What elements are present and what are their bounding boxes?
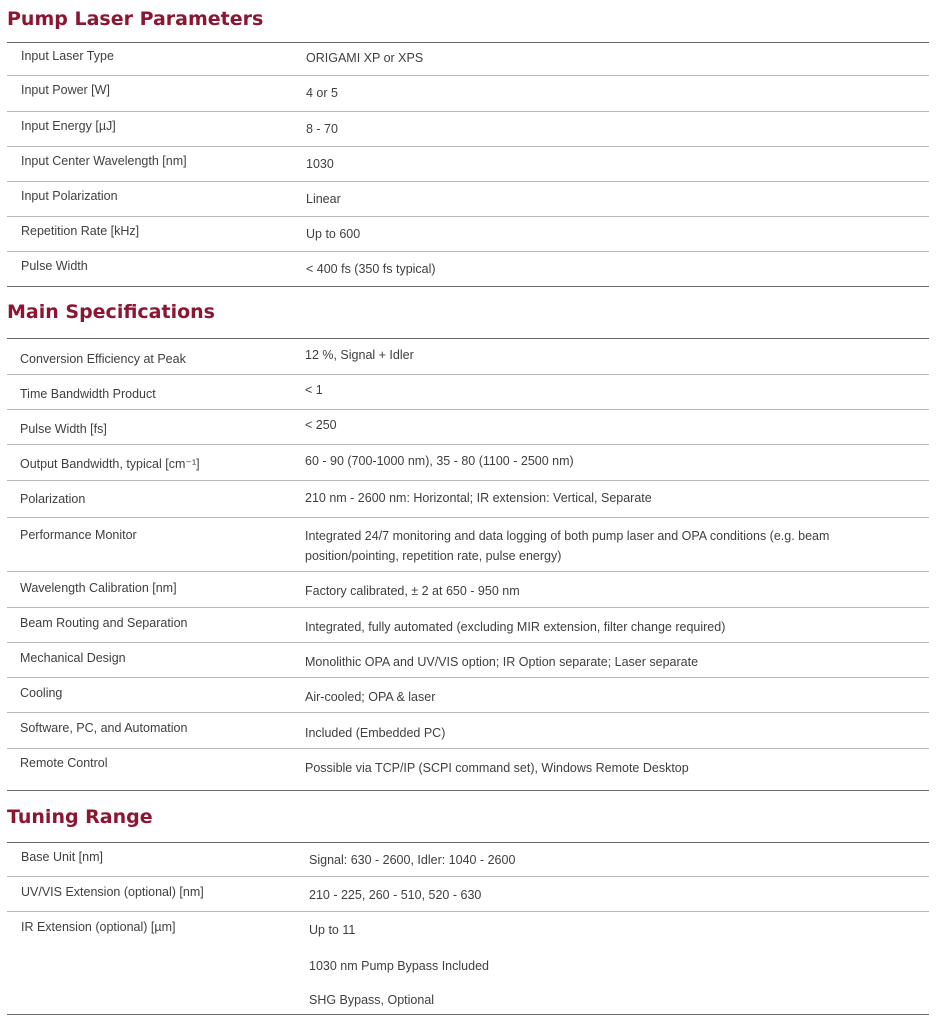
row-value: 210 nm - 2600 nm: Horizontal; IR extension: Vertical, Separate — [305, 491, 652, 505]
row-divider — [7, 571, 929, 572]
row-value: Up to 11 — [309, 923, 356, 937]
row-divider — [7, 748, 929, 749]
row-label: Output Bandwidth, typical [cm⁻¹] — [20, 457, 200, 471]
row-divider — [7, 111, 929, 112]
row-value: SHG Bypass, Optional — [309, 993, 435, 1007]
row-label: Input Center Wavelength [nm] — [21, 154, 187, 168]
row-value: 4 or 5 — [306, 86, 338, 100]
row-value: < 400 fs (350 fs typical) — [306, 262, 436, 276]
row-value: 210 - 225, 260 - 510, 520 - 630 — [309, 888, 482, 902]
main-specifications-title: Main Specifications — [7, 301, 215, 323]
row-label: Input Power [W] — [21, 83, 110, 97]
row-label: Remote Control — [20, 756, 108, 770]
tuning-range-title: Tuning Range — [7, 806, 153, 828]
table-top-rule — [7, 338, 929, 339]
row-value: 60 - 90 (700-1000 nm), 35 - 80 (1100 - 2500 nm) — [305, 454, 574, 468]
row-divider — [7, 181, 929, 182]
row-divider — [7, 876, 929, 877]
row-divider — [7, 146, 929, 147]
row-divider — [7, 444, 929, 445]
row-label: Conversion Efficiency at Peak — [20, 352, 186, 366]
row-divider — [7, 75, 929, 76]
row-label: Pulse Width — [21, 259, 88, 273]
row-divider — [7, 642, 929, 643]
row-label: Time Bandwidth Product — [20, 387, 156, 401]
row-label: UV/VIS Extension (optional) [nm] — [21, 885, 204, 899]
table-bottom-rule — [7, 286, 929, 287]
table-top-rule — [7, 42, 929, 43]
row-value: 12 %, Signal + Idler — [305, 348, 414, 362]
row-value: Up to 600 — [306, 227, 361, 241]
row-label: Pulse Width [fs] — [20, 422, 107, 436]
row-value: ORIGAMI XP or XPS — [306, 51, 424, 65]
row-divider — [7, 216, 929, 217]
row-value: Air-cooled; OPA & laser — [305, 690, 436, 704]
row-divider — [7, 677, 929, 678]
row-label: Input Polarization — [21, 189, 118, 203]
row-label: Cooling — [20, 686, 63, 700]
row-value: < 250 — [305, 418, 337, 432]
row-label: Wavelength Calibration [nm] — [20, 581, 177, 595]
row-divider — [7, 409, 929, 410]
row-label: Polarization — [20, 492, 86, 506]
row-value: Integrated, fully automated (excluding MIR extension, filter change required) — [305, 620, 726, 634]
row-value: Included (Embedded PC) — [305, 726, 446, 740]
row-divider — [7, 712, 929, 713]
row-value: 1030 — [306, 157, 334, 171]
row-value: Factory calibrated, ± 2 at 650 - 950 nm — [305, 584, 520, 598]
row-value: Signal: 630 - 2600, Idler: 1040 - 2600 — [309, 853, 516, 867]
row-label: Mechanical Design — [20, 651, 126, 665]
row-divider — [7, 374, 929, 375]
row-divider — [7, 517, 929, 518]
row-label: Software, PC, and Automation — [20, 721, 188, 735]
row-label: Repetition Rate [kHz] — [21, 224, 140, 238]
table-bottom-rule — [7, 790, 929, 791]
row-value: 8 - 70 — [306, 122, 338, 136]
row-divider — [7, 607, 929, 608]
row-value: Monolithic OPA and UV/VIS option; IR Option separate; Laser separate — [305, 655, 699, 669]
row-value: < 1 — [305, 383, 323, 397]
row-value: Possible via TCP/IP (SCPI command set), Windows Remote Desktop — [305, 761, 689, 775]
table-top-rule — [7, 842, 929, 843]
row-divider — [7, 251, 929, 252]
row-label: Input Energy [µJ] — [21, 119, 116, 133]
row-label: IR Extension (optional) [µm] — [21, 920, 176, 934]
row-divider — [7, 480, 929, 481]
row-divider — [7, 911, 929, 912]
row-label: Base Unit [nm] — [21, 850, 103, 864]
pump-laser-title: Pump Laser Parameters — [7, 8, 264, 30]
row-label: Input Laser Type — [21, 49, 114, 63]
table-bottom-rule — [7, 1014, 929, 1015]
row-label: Performance Monitor — [20, 528, 137, 542]
row-value: Linear — [306, 192, 341, 206]
row-label: Beam Routing and Separation — [20, 616, 188, 630]
row-value: 1030 nm Pump Bypass Included — [309, 959, 489, 973]
row-value: Integrated 24/7 monitoring and data logging of both pump laser and OPA conditions (e.g. beam position/pointing, repetition rate, pulse energy) — [305, 529, 830, 563]
